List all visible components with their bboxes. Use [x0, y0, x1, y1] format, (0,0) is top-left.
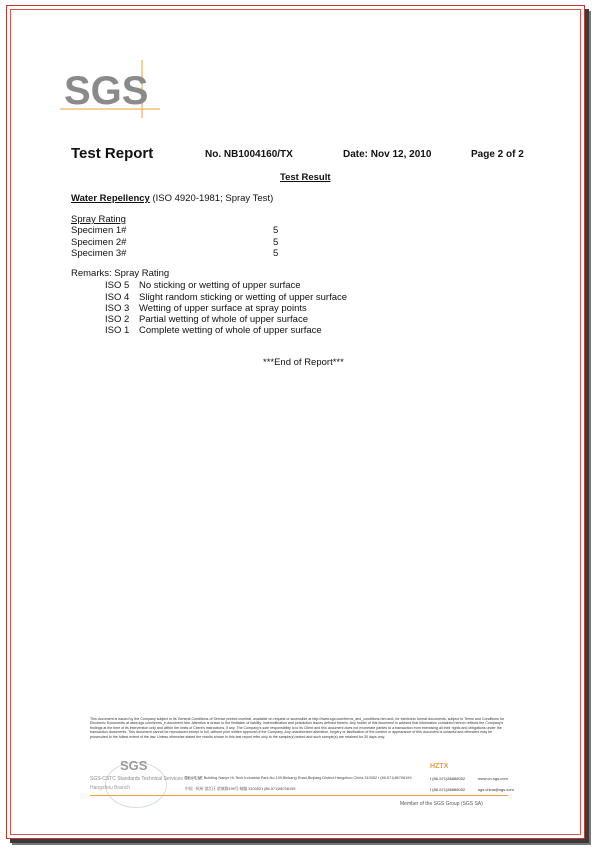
report-date: Date: Nov 12, 2010 [343, 149, 432, 160]
specimen-value: 5 [273, 237, 279, 248]
remark-desc: Wetting of upper surface at spray points [139, 303, 307, 314]
specimen-label: Specimen 2# [71, 237, 127, 248]
test-result-heading: Test Result [280, 172, 331, 183]
remarks-title: Remarks: Spray Rating [71, 268, 170, 279]
test-name-label: Water Repellency [71, 193, 150, 204]
spray-rating-title: Spray Rating [71, 214, 126, 225]
footer-fax-cn: f (86-571)86888002 [430, 787, 466, 792]
footer-web: www.cn.sgs.com [478, 776, 508, 781]
remark-desc: Complete wetting of whole of upper surface [139, 325, 322, 336]
footer-member: Member of the SGS Group (SGS SA) [400, 801, 483, 807]
sgs-logo [60, 60, 160, 122]
hztx-code: HZTX [430, 763, 449, 770]
remark-item [105, 292, 347, 303]
svg-text:SGS: SGS [120, 758, 148, 773]
page-inner-border [10, 9, 581, 835]
footer-divider [90, 795, 508, 796]
remark-item [105, 325, 322, 336]
remark-desc: Partial wetting of whole of upper surface [139, 314, 308, 325]
remark-code: ISO 4 [105, 292, 130, 303]
report-number: No. NB1004160/TX [205, 149, 293, 160]
footer-branch: Hangzhou Branch [90, 785, 131, 791]
end-of-report: ***End of Report*** [263, 357, 344, 368]
remark-desc: Slight random sticking or wetting of upper surface [139, 292, 348, 303]
svg-text:SGS: SGS [64, 69, 149, 113]
footer-email: sgs.china@sgs.com [478, 787, 514, 792]
remark-code: ISO 1 [105, 325, 130, 336]
footer-address-cn: 中国 · 杭州 滨江区 滨康路199号 邮编 310052 t (86-571)86708199 [185, 787, 296, 791]
remark-desc: No sticking or wetting of upper surface [139, 280, 301, 291]
remark-item [105, 303, 307, 314]
remark-code: ISO 5 [105, 280, 130, 291]
page-number: Page 2 of 2 [471, 149, 524, 160]
footer-company: SGS-CSTC Standards Technical Services Co., Ltd. [90, 776, 204, 782]
report-title: Test Report [71, 145, 154, 162]
remark-code: ISO 2 [105, 314, 130, 325]
footer-disclaimer: This document is issued by the Company subject to its General Conditions of Service printed overleaf, available on request or accessible at http://www.sgs.com/terms_and_conditions.htm and, for electronic format documents, subject to Terms and Conditions for Electronic Documents at www.sgs.com/terms_e-document.htm. Attention is drawn to the limitation of liability, indemnification and jurisdiction issues defined therein. Any holder of this document is advised that information contained hereon reflects the Company's findings at the time of its intervention only and within the limits of Client's instructions, if any. The Company's sole responsibility is to its Client and this document does not exonerate parties to a transaction from exercising all their rights and obligations under the transaction documents. This document cannot be reproduced except in full, without prior written approval of the Company. Any unauthorized alteration, forgery or falsification of the content or appearance of this document is unlawful and offenders may be prosecuted to the fullest extent of the law. Unless otherwise stated the results shown in this test report refer only to the sample(s) tested and such sample(s) are retained for 30 days only. [90, 717, 505, 739]
remark-item [105, 314, 308, 325]
specimen-value: 5 [273, 225, 279, 236]
remark-item [105, 280, 301, 291]
specimen-value: 5 [273, 248, 279, 259]
specimen-label: Specimen 3# [71, 248, 127, 259]
footer-sgs-logo [118, 757, 158, 787]
specimen-label: Specimen 1# [71, 225, 127, 236]
footer-address: 5/F,6/F,7/F Building Nanye Hi-Tech Industrial Park,No.199,Binkang Road,Binjiang District,Hangzhou,China 310052 t (86-571)86708199 [185, 776, 412, 780]
remark-code: ISO 3 [105, 303, 130, 314]
test-method: (ISO 4920-1981; Spray Test) [149, 193, 274, 204]
footer-fax: f (86-571)86888002 [430, 776, 466, 781]
test-name [71, 193, 273, 204]
